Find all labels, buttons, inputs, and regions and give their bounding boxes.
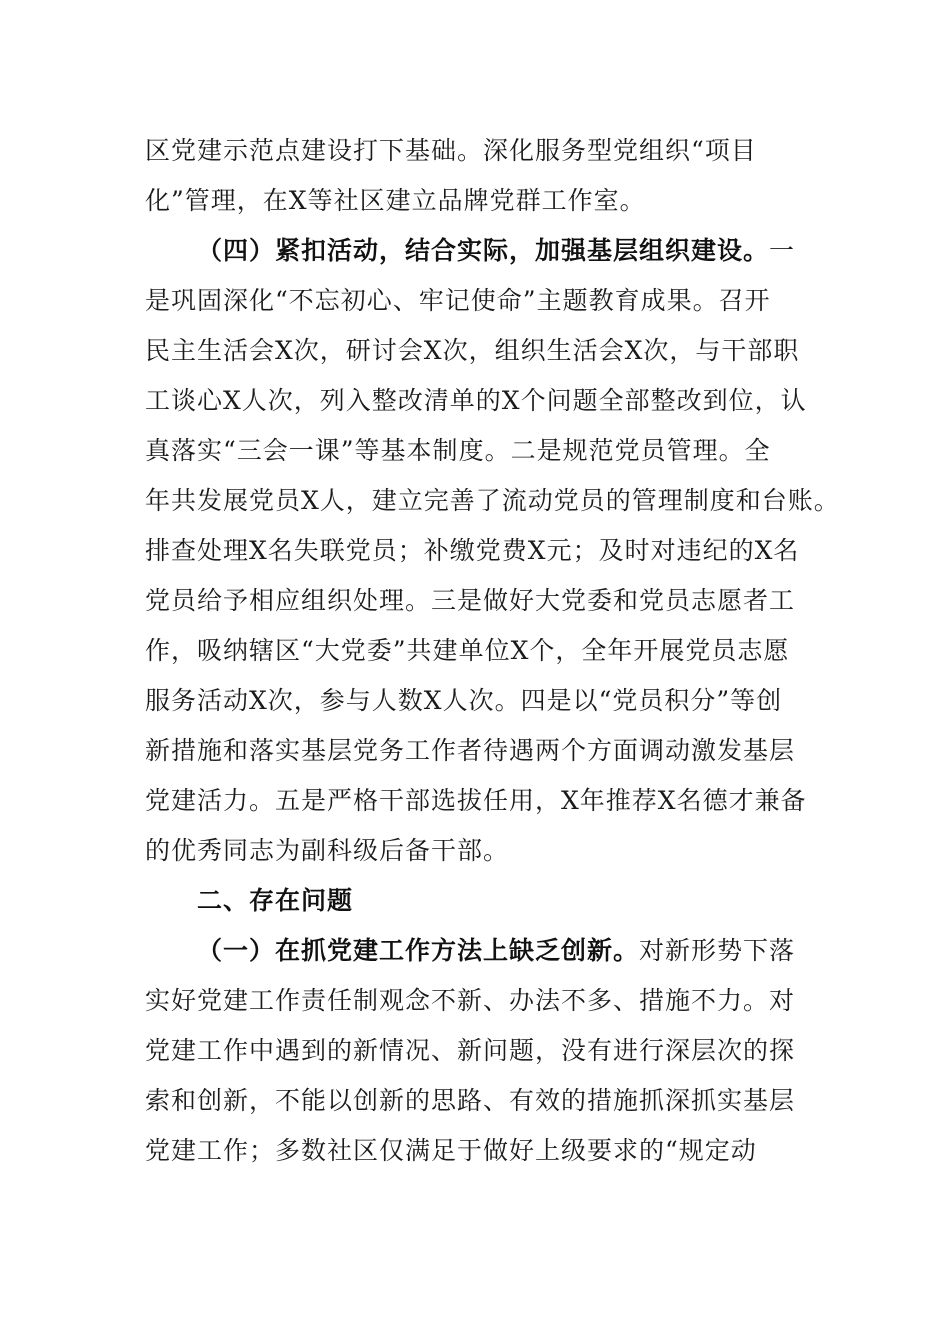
text-line: 民主生活会X次，研讨会X次，组织生活会X次，与干部职 — [145, 336, 800, 365]
chapter-heading: 二、存在问题 — [197, 886, 354, 915]
text-run: 对新形势下落 — [639, 936, 796, 965]
text-line: 排查处理X名失联党员；补缴党费X元；及时对违纪的X名 — [145, 536, 800, 565]
section-heading-line — [197, 234, 795, 268]
text-line: 新措施和落实基层党务工作者待遇两个方面调动激发基层 — [145, 736, 796, 765]
text-line: 的优秀同志为副科级后备干部。 — [145, 836, 510, 865]
subsection-heading: （一）在抓党建工作方法上缺乏创新。 — [197, 936, 640, 965]
text-line: 索和创新，不能以创新的思路、有效的措施抓深抓实基层 — [145, 1086, 796, 1115]
text-line: 党建活力。五是严格干部选拔任用，X年推荐X名德才兼备 — [145, 786, 807, 815]
text-line: 实好党建工作责任制观念不新、办法不多、措施不力。对 — [145, 986, 796, 1015]
text-line: 作，吸纳辖区“大党委”共建单位X个，全年开展党员志愿 — [145, 636, 790, 665]
chapter-heading-line — [197, 884, 353, 918]
subsection-heading-line — [197, 934, 795, 968]
text-line: 党建工作；多数社区仅满足于做好上级要求的“规定动 — [145, 1136, 757, 1165]
text-line: 年共发展党员X人，建立完善了流动党员的管理制度和台账。 — [145, 486, 840, 515]
text-line: 党建工作中遇到的新情况、新问题，没有进行深层次的探 — [145, 1036, 796, 1065]
text-line: 化”管理，在X等社区建立品牌党群工作室。 — [145, 186, 646, 215]
text-line: 是巩固深化“不忘初心、牢记使命”主题教育成果。召开 — [145, 286, 771, 315]
text-line: 工谈心X人次，列入整改清单的X个问题全部整改到位，认 — [145, 386, 807, 415]
text-line: 真落实“三会一课”等基本制度。二是规范党员管理。全 — [145, 436, 771, 465]
section-heading: （四）紧扣活动，结合实际，加强基层组织建设。 — [197, 236, 770, 265]
text-line: 区党建示范点建设打下基础。深化服务型党组织“项目 — [145, 136, 757, 165]
text-line: 党员给予相应组织处理。三是做好大党委和党员志愿者工 — [145, 586, 796, 615]
text-line: 服务活动X次，参与人数X人次。四是以“党员积分”等创 — [145, 686, 783, 715]
text-run: 一 — [769, 236, 796, 265]
